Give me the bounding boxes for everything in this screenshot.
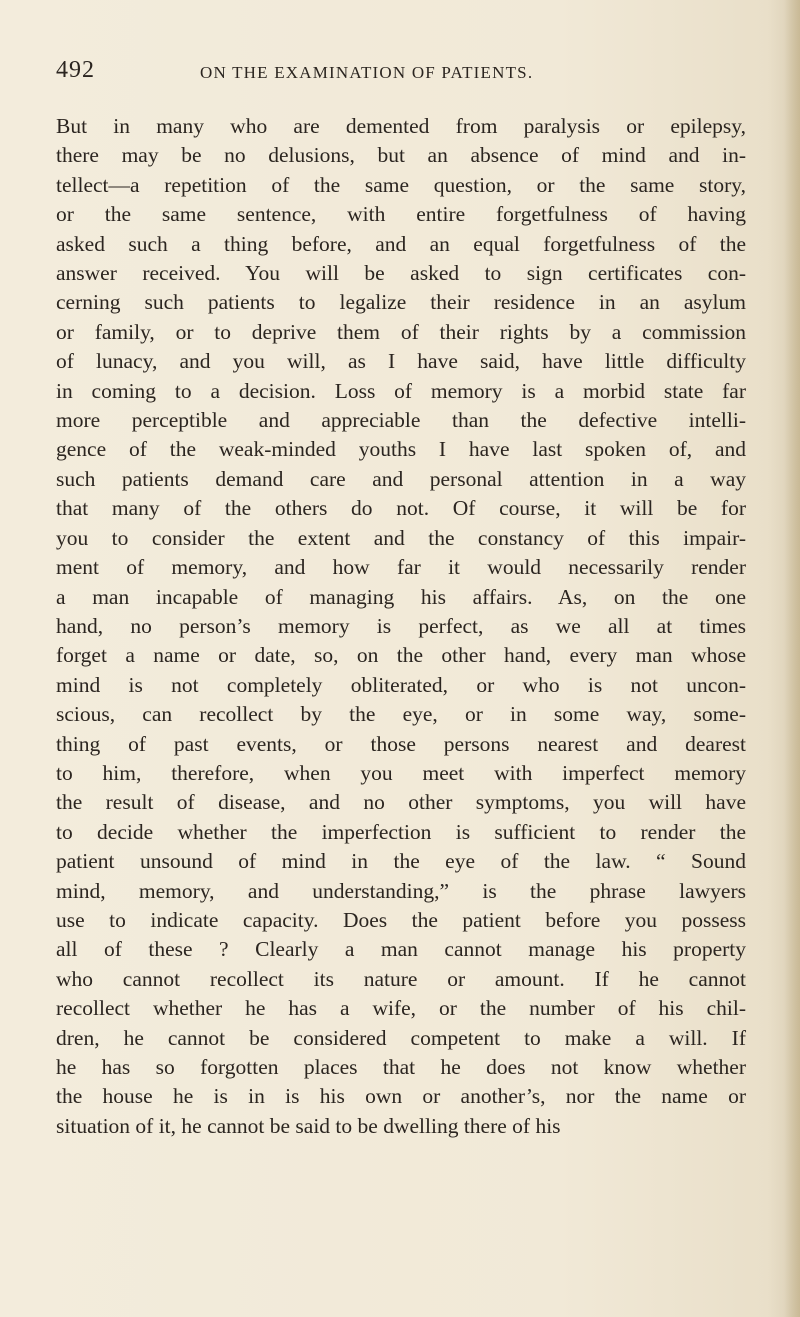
text-line: scious, can recollect by the eye, or in some way, some- [56,702,746,727]
text-line: to him, therefore, when you meet with imperfect memory [56,760,746,785]
text-line: he has so forgotten places that he does not know whether [56,1055,746,1079]
text-line: recollect whether he has a wife, or the number of his chil- [56,996,746,1021]
text-line: who cannot recollect its nature or amount. If he cannot [56,966,746,991]
text-line: to decide whether the imperfection is sufficient to render the [56,819,746,844]
text-line: the result of disease, and no other symptoms, you will have [56,790,746,815]
text-line: dren, he cannot be considered competent to make a will. If [56,1025,746,1050]
text-line: the house he is in is his own or another’s, nor the name or [56,1084,746,1109]
text-line: situation of it, he cannot be said to be dwelling there of his [56,1113,561,1138]
text-line: all of these ? Clearly a man cannot manage his property [56,937,746,962]
text-line: asked such a thing before, and an equal forgetfulness of the [56,231,746,256]
text-line: ment of memory, and how far it would necessarily render [56,555,746,580]
text-line: that many of the others do not. Of course, it will be for [56,496,746,521]
text-line: gence of the weak-minded youths I have last spoken of, and [56,437,746,462]
text-line: of lunacy, and you will, as I have said, have little difficulty [56,349,746,374]
text-line: mind is not completely obliterated, or who is not uncon- [56,672,746,697]
text-line: you to consider the extent and the constancy of this impair- [56,525,746,550]
running-head: ON THE EXAMINATION OF PATIENTS. [200,63,534,82]
text-line: thing of past events, or those persons nearest and dearest [56,731,746,756]
text-line: cerning such patients to legalize their residence in an asylum [56,290,746,315]
page-edge-shadow [784,0,800,1317]
page-number: 492 [56,57,95,83]
text-line: mind, memory, and understanding,” is the phrase lawyers [56,878,746,903]
text-line: tellect—a repetition of the same question, or the same story, [56,172,746,197]
text-line: or the same sentence, with entire forgetfulness of having [56,202,746,227]
text-line: answer received. You will be asked to sign certificates con- [56,261,746,286]
text-line: use to indicate capacity. Does the patient before you possess [56,907,746,932]
text-line: But in many who are demented from paralysis or epilepsy, [56,114,746,138]
text-line: in coming to a decision. Loss of memory is a morbid state far [56,378,746,403]
text-line: more perceptible and appreciable than the defective intelli- [56,408,746,433]
text-line: such patients demand care and personal attention in a way [56,466,746,491]
text-line: forget a name or date, so, on the other hand, every man whose [56,643,746,668]
text-line: there may be no delusions, but an absence of mind and in- [56,143,746,168]
text-line: hand, no person’s memory is perfect, as we all at times [56,613,746,638]
text-line: or family, or to deprive them of their rights by a commission [56,319,746,344]
text-line: patient unsound of mind in the eye of the law. “ Sound [56,849,746,874]
body-paragraph [56,112,746,1141]
text-line: a man incapable of managing his affairs. As, on the one [56,584,746,609]
